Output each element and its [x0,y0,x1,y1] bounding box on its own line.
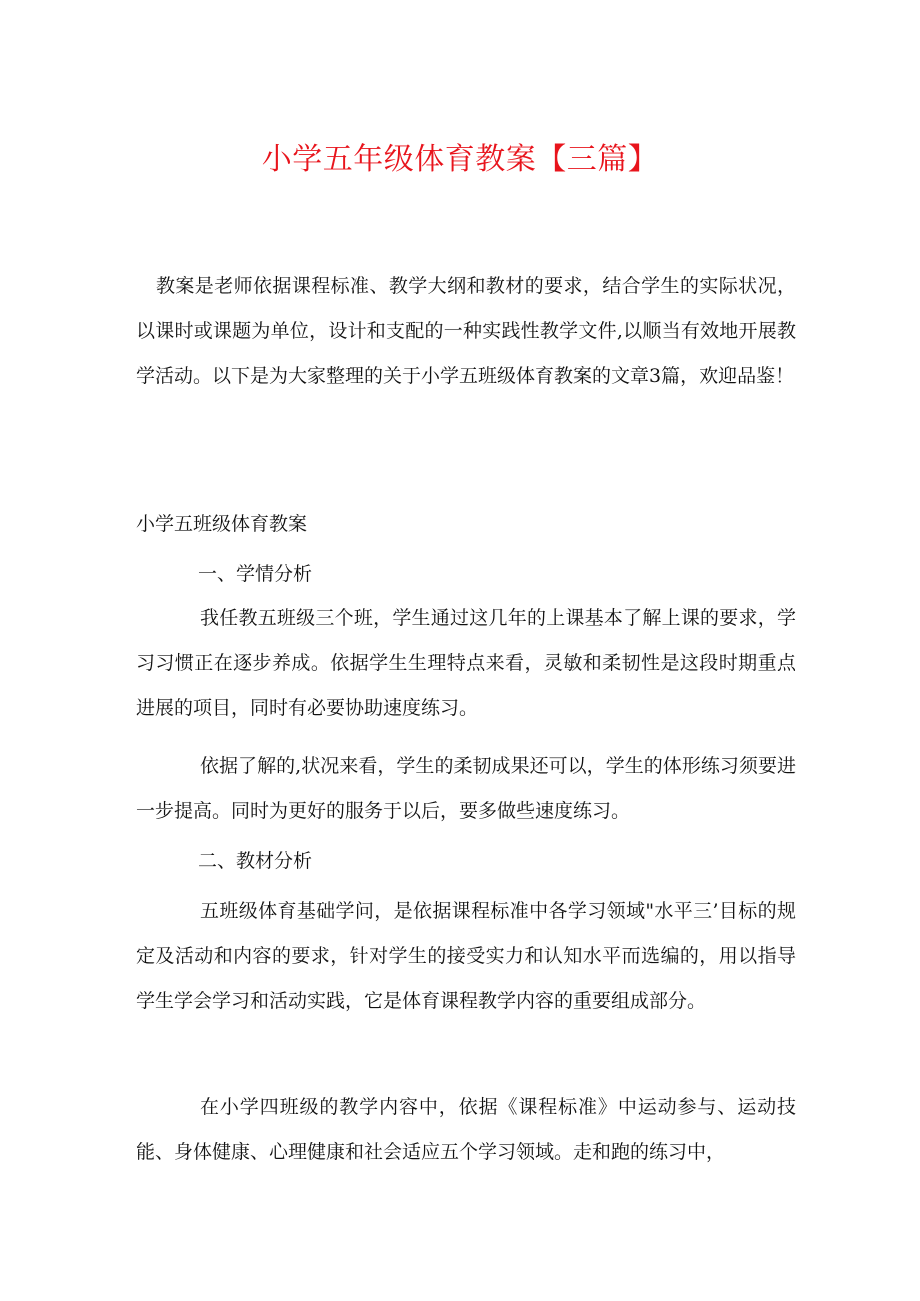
body-paragraph: 在小学四班级的教学内容中，依据《课程标准》中运动参与、运动技能、身体健康、心理健康和社会适应五个学习领域。走和跑的练习中， [136,1096,796,1163]
heading-student-analysis: 一、学情分析 [198,563,313,585]
body-paragraph: 我任教五班级三个班，学生通过这几年的上课基本了解上课的要求，学习习惯正在逐步养成。依据学生生理特点来看，灵敏和柔韧性是这段时期重点进展的项目，同时有必要协助速度练习。 [136,607,796,719]
section-title: 小学五班级体育教案 [136,513,308,535]
heading-material-analysis: 二、教材分析 [198,850,313,872]
intro-paragraph: 教案是老师依据课程标准、教学大纲和教材的要求，结合学生的实际状况，以课时或课题为单位，设计和支配的一种实践性教学文件,以顺当有效地开展教学活动。以下是为大家整理的关于小学五班级体育教案的文章3篇，欢迎品鉴！ [136,275,796,387]
body-paragraph: 五班级体育基础学问，是依据课程标准中各学习领域"水平三’目标的规定及活动和内容的要求，针对学生的接受实力和认知水平而选编的，用以指导学生学会学习和活动实践，它是体育课程教学内容的重要组成部分。 [136,900,796,1012]
body-paragraph: 依据了解的,状况来看，学生的柔韧成果还可以，学生的体形练习须要进一步提高。同时为更好的服务于以后，要多做些速度练习。 [136,755,796,822]
document-title: 小学五年级体育教案【三篇】 [261,142,659,177]
